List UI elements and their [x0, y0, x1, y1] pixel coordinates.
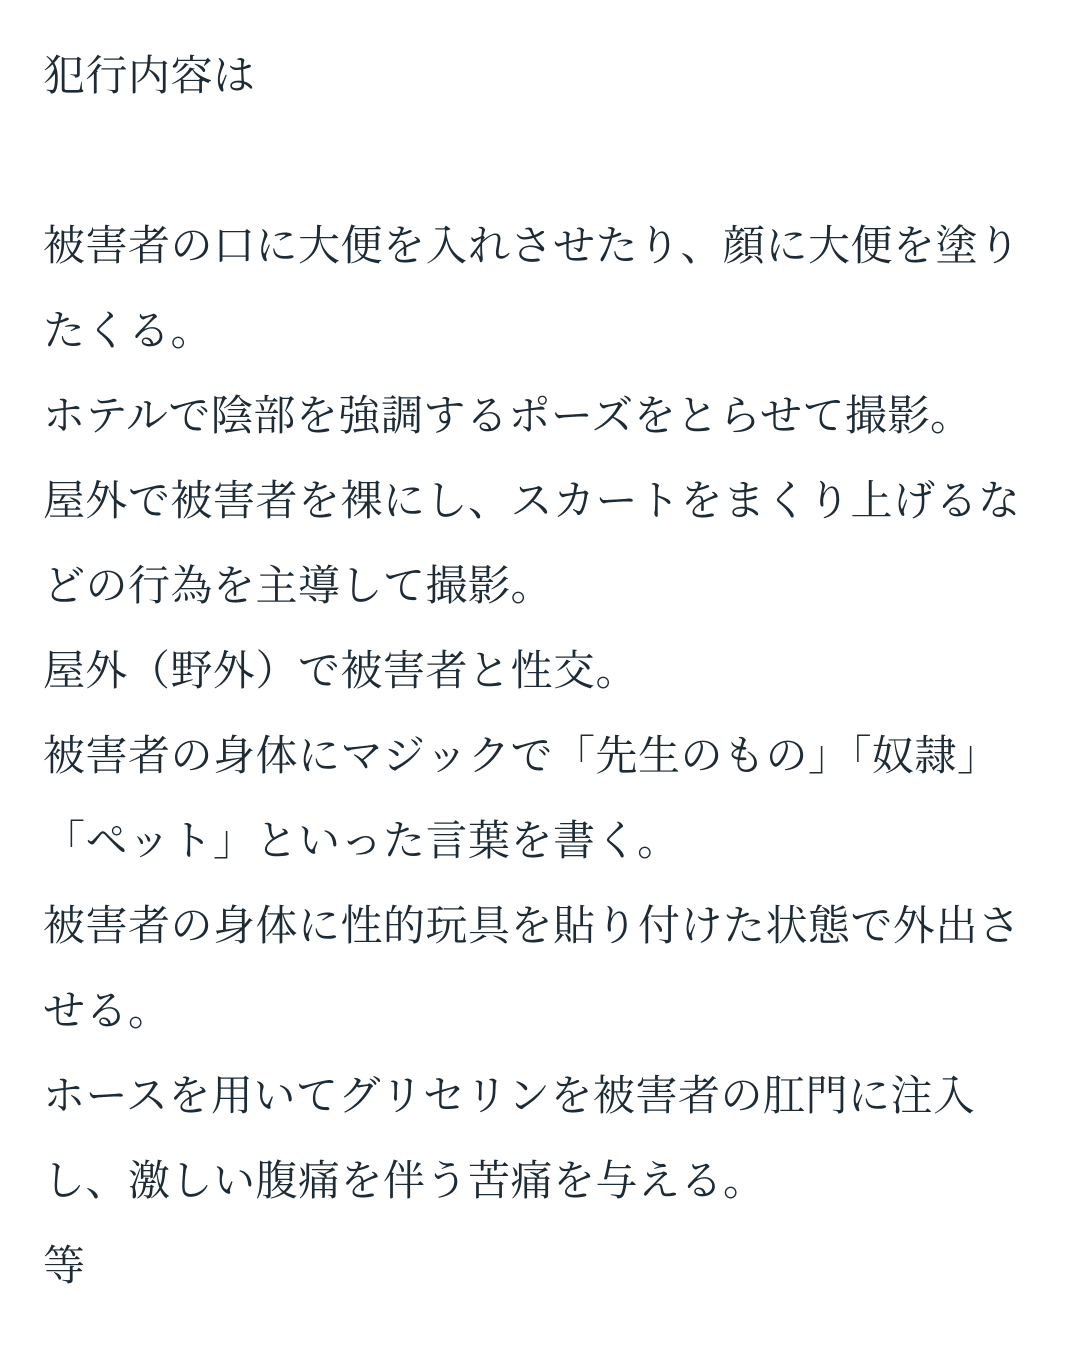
- blank-line: [43, 118, 1040, 203]
- body-text-line: 被害者の身体にマジックで「先生のもの」「奴隷」: [43, 731, 1000, 780]
- body-text-line: し、激しい腹痛を伴う苦痛を与える。: [43, 1156, 766, 1205]
- body-text-line: 屋外（野外）で被害者と性交。: [43, 646, 639, 695]
- body-text-line: 屋外で被害者を裸にし、スカートをまくり上げるな: [43, 476, 1021, 525]
- body-text-line: たくる。: [43, 306, 214, 355]
- body-text-line: ホテルで陰部を強調するポーズをとらせて撮影。: [43, 391, 973, 440]
- body-text-line: せる。: [43, 986, 171, 1035]
- body-text-line: どの行為を主導して撮影。: [43, 561, 554, 610]
- body-text-line: 等: [43, 1241, 86, 1290]
- page-title: 犯行内容は: [43, 51, 256, 100]
- body-text-line: 被害者の口に大便を入れさせたり、顔に大便を塗り: [43, 221, 1021, 270]
- body-text-line: 「ペット」といった言葉を書く。: [43, 816, 680, 865]
- body-text-line: ホースを用いてグリセリンを被害者の肛門に注入: [43, 1071, 976, 1120]
- body-text-line: 被害者の身体に性的玩具を貼り付けた状態で外出さ: [43, 901, 1021, 950]
